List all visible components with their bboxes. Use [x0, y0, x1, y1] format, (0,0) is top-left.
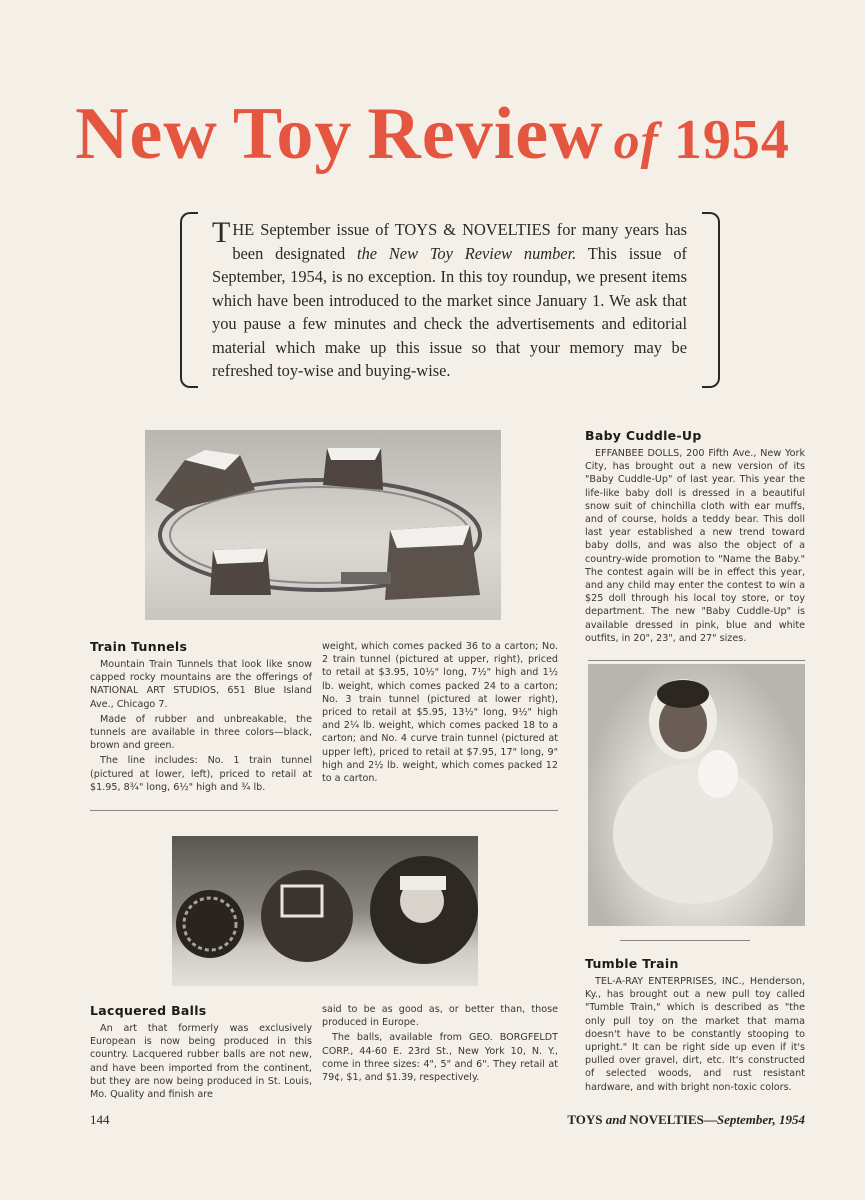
- article-body-baby-cuddle-up: [585, 447, 805, 647]
- train-tunnels-photo: [145, 430, 501, 620]
- paragraph: EFFANBEE DOLLS, 200 Fifth Ave., New York City, has brought out a new version of its "Baby Cuddle-Up" of last year. This year the life-like baby doll is dressed in a beautiful snow suit of chinchilla cloth with ear muffs, and of course, holds a teddy bear. This doll last year established a new trend toward baby dolls, and was also the object of a country-wide promotion to "Name the Baby." The contest again will be in effect this year, and any child may enter the contest to win a $25 doll through his local toy store, or toy department. The new "Baby Cuddle-Up" is available dressed in pink, blue and white outfits, in 20", 23", and 27" sizes.: [585, 448, 805, 644]
- title-word: Toy: [232, 93, 353, 175]
- article-body-train-tunnels-continued: [322, 640, 558, 787]
- baby-doll-photo: [588, 664, 805, 926]
- paragraph: Made of rubber and unbreakable, the tunnels are available in three colors—black, brown and green.: [90, 713, 312, 752]
- intro-text: This issue of September, 1954, is no exception. In this toy roundup, we present items which have been introduced to the market since January 1. We ask that you pause a few minutes and check the advertisements and editorial material which make up this issue so that your memory may be refreshed toy-wise and buying-wise.: [212, 243, 687, 380]
- divider: [588, 660, 805, 661]
- article-body-lacquered-balls-continued: [322, 1003, 558, 1086]
- article-heading: Baby Cuddle-Up: [585, 428, 702, 443]
- article-body-train-tunnels: [90, 658, 312, 796]
- article-heading: Tumble Train: [585, 956, 679, 971]
- drop-cap: T: [212, 216, 231, 249]
- page-number: 144: [90, 1112, 110, 1127]
- divider: [620, 940, 750, 941]
- title-word: New: [75, 93, 218, 175]
- publication-footer: [567, 1112, 805, 1128]
- paragraph: Mountain Train Tunnels that look like snow capped rocky mountains are the offerings of NATIONAL ART STUDIOS, 651 Blue Island Ave., Chicago 7.: [90, 659, 312, 710]
- footer-text: TOYS: [567, 1112, 603, 1127]
- article-body-tumble-train: [585, 975, 805, 1096]
- intro-text: HE September issue of TOYS & NOVELTIES for many years has been designated: [232, 220, 687, 263]
- footer-date: September, 1954: [716, 1112, 805, 1127]
- title-word: Review: [367, 93, 604, 175]
- right-bracket: [702, 212, 720, 388]
- divider: [90, 810, 558, 811]
- paragraph: The balls, available from GEO. BORGFELDT CORP., 44-60 E. 23rd St., New York 10, N. Y., come in three sizes: 4", 5" and 6". They retail at 79¢, $1, and $1.39, respectively.: [322, 1032, 558, 1084]
- train-track-illustration: [145, 430, 501, 620]
- paragraph: said to be as good as, or better than, those produced in Europe.: [322, 1004, 558, 1029]
- paragraph: TEL-A-RAY ENTERPRISES, INC., Henderson, Ky., has brought out a new pull toy called "Tumble Train," which is described as "the only pull toy on the market that mama doesn't have to be constantly stooping to upright." It can be right side up even if it's pulled over gravel, dirt, etc. It's constructed of selected woods, and rust resistant hardware, and with bright non-toxic colors.: [585, 976, 805, 1093]
- lacquered-balls-photo: [172, 836, 478, 986]
- page-title: [0, 92, 865, 177]
- intro-paragraph: [212, 218, 687, 383]
- title-word: of: [613, 113, 659, 170]
- doll-illustration: [588, 664, 805, 926]
- article-body-lacquered-balls: [90, 1022, 312, 1103]
- title-year: 1954: [673, 109, 790, 171]
- article-heading: Train Tunnels: [90, 639, 188, 654]
- footer-text: NOVELTIES—: [629, 1112, 717, 1127]
- paragraph: weight, which comes packed 36 to a carton; No. 2 train tunnel (pictured at upper, right), priced to retail at $3.95, 10½" long, 7½" high and 1½ lb. weight, which comes packed 24 to a carton; No. 3 train tunnel (pictured at lower right), priced to retail at $5.95, 13½" long, 9½" high and 2¼ lb. weight, which comes packed 18 to a carton; and No. 4 curve train tunnel (pictured at upper left), priced to retail at $7.95, 17" long, 9" high and 2½ lb. weight, which comes packed 12 to a carton.: [322, 641, 558, 785]
- balls-illustration: [172, 836, 478, 986]
- article-heading: Lacquered Balls: [90, 1003, 207, 1018]
- footer-text: and: [605, 1112, 626, 1127]
- intro-italic: the New Toy Review number.: [357, 243, 577, 263]
- paragraph: An art that formerly was exclusively European is now being produced in this country. Lacquered rubber balls are not new, and have been imported from the continent, but they are now being produced in St. Louis, Mo. Quality and finish are: [90, 1023, 312, 1101]
- paragraph: The line includes: No. 1 train tunnel (pictured at lower, left), priced to retail at $1.95, 8¾" long, 6½" high and ¾ lb.: [90, 755, 312, 793]
- left-bracket: [180, 212, 198, 388]
